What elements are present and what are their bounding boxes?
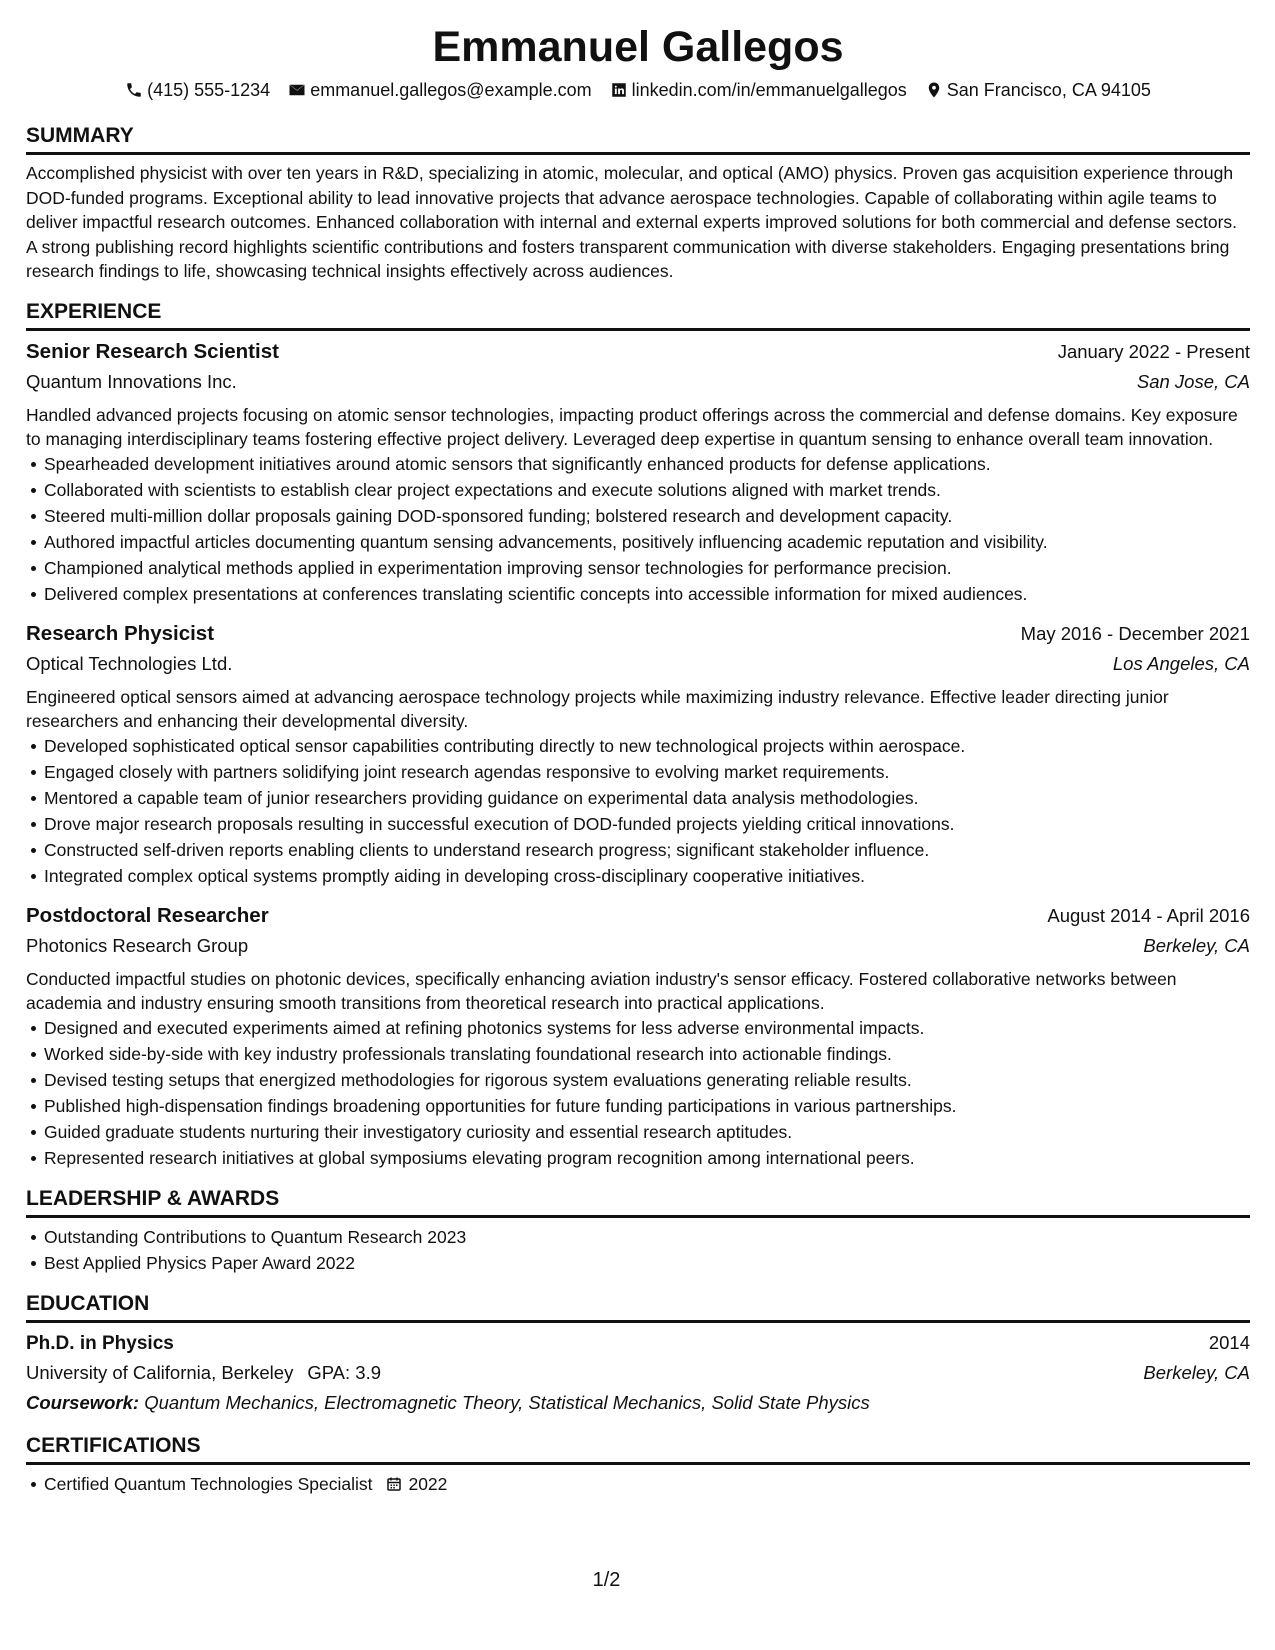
school-location: Berkeley, CA [1143,1361,1250,1383]
contact-phone[interactable] [125,78,270,102]
list-item: Drove major research proposals resulting in successful execution of DOD-funded projects yielding critical innovations. [44,811,1250,837]
school-line [26,1358,381,1388]
contact-location [925,78,1151,102]
experience-heading: EXPERIENCE [26,298,1250,331]
awards-heading: LEADERSHIP & AWARDS [26,1185,1250,1218]
list-item: Designed and executed experiments aimed at refining photonics systems for less adverse environmental impacts. [44,1015,1250,1041]
job-company: Quantum Innovations Inc. [26,370,237,392]
list-item: Outstanding Contributions to Quantum Research 2023 [44,1224,1250,1250]
phone-text: (415) 555-1234 [147,80,271,100]
certifications-heading: CERTIFICATIONS [26,1432,1250,1465]
job-title: Postdoctoral Researcher [26,903,269,927]
contact-bar [26,78,1250,102]
job-entry [26,337,1250,607]
job-summary: Handled advanced projects focusing on atomic sensor technologies, impacting product offerings across the commercial and defense domains. Key exposure to managing interdisciplinary teams fostering effective project delivery. Leveraged deep expertise in quantum sensing to enhance overall team innovation. [26,404,1238,449]
location-text: San Francisco, CA 94105 [946,80,1151,100]
contact-email[interactable] [288,78,591,102]
job-location: San Jose, CA [1136,370,1250,392]
list-item: Published high-dispensation findings broadening opportunities for future funding participations in various partnerships. [44,1093,1250,1119]
email-text: emmanuel.gallegos@example.com [310,80,592,100]
job-company: Photonics Research Group [26,934,249,956]
candidate-name: Emmanuel Gallegos [432,23,844,71]
education-heading: EDUCATION [26,1290,1250,1323]
graduation-year: 2014 [1208,1331,1250,1353]
job-dates: August 2014 - April 2016 [1047,904,1250,926]
linkedin-icon [610,81,628,99]
job-bullets [26,733,1250,889]
job-bullets [26,451,1250,607]
degree: Ph.D. in Physics [26,1332,174,1354]
list-item: Mentored a capable team of junior researchers providing guidance on experimental data analysis methodologies. [44,785,1250,811]
summary-section [26,122,1250,284]
map-pin-icon [925,81,943,99]
list-item: Championed analytical methods applied in experimentation improving sensor technologies for performance precision. [44,555,1250,581]
summary-heading: SUMMARY [26,122,1250,155]
list-item: Integrated complex optical systems promptly aiding in developing cross-disciplinary cooperative initiatives. [44,863,1250,889]
list-item: Best Applied Physics Paper Award 2022 [44,1250,1250,1276]
job-dates: January 2022 - Present [1057,340,1250,362]
job-location: Los Angeles, CA [1112,652,1250,674]
summary-text: Accomplished physicist with over ten years in R&D, specializing in atomic, molecular, and optical (AMO) physics. Proven gas acquisition experience through DOD-funded programs. Exceptional ability to lead innovative projects that advance aerospace technologies. Capable of collaborating within agile teams to deliver impactful research outcomes. Enhanced collaboration with internal and external experts improved solutions for both commercial and defense sectors. A strong publishing record highlights scientific contributions and fosters transparent communication with diverse stakeholders. Engaging presentations bring research findings to life, showcasing technical insights effectively across audiences. [26,163,1238,281]
job-entry [26,619,1250,889]
job-location: Berkeley, CA [1143,934,1250,956]
coursework [26,1388,1250,1418]
list-item: Worked side-by-side with key industry professionals translating foundational research into actionable findings. [44,1041,1250,1067]
job-summary: Engineered optical sensors aimed at advancing aerospace technology projects while maximizing industry relevance. Effective leader directing junior researchers and enhancing their developmental diversity. [26,686,1169,731]
school-name: University of California, Berkeley [26,1361,294,1383]
list-item: Developed sophisticated optical sensor capabilities contributing directly to new technological projects within aerospace. [44,733,1250,759]
list-item: Steered multi-million dollar proposals gaining DOD-sponsored funding; bolstered research and development capacity. [44,503,1250,529]
certification-name: Certified Quantum Technologies Specialist [44,1473,373,1494]
job-summary: Conducted impactful studies on photonic devices, specifically enhancing aviation industry's sensor efficacy. Fostered collaborative networks between academia and industry ensuring smooth transitions from theoretical research into practical applications. [26,968,1177,1013]
list-item: Spearheaded development initiatives around atomic sensors that significantly enhanced products for defense applications. [44,451,1250,477]
contact-linkedin[interactable] [610,78,907,102]
list-item: Guided graduate students nurturing their investigatory curiosity and essential research aptitudes. [44,1119,1250,1145]
job-title: Research Physicist [26,621,215,645]
certification-year: 2022 [408,1473,448,1494]
list-item: Collaborated with scientists to establish clear project expectations and execute solutions aligned with market trends. [44,477,1250,503]
coursework-label: Coursework: [26,1391,140,1413]
page-number: 1/2 [592,1569,621,1591]
linkedin-text: linkedin.com/in/emmanuelgallegos [631,80,907,100]
list-item: Devised testing setups that energized methodologies for rigorous system evaluations generating reliable results. [44,1067,1250,1093]
list-item: Constructed self-driven reports enabling clients to understand research progress; significant stakeholder influence. [44,837,1250,863]
job-company: Optical Technologies Ltd. [26,652,233,674]
list-item [44,1471,1250,1497]
list-item: Delivered complex presentations at conferences translating scientific concepts into accessible information for mixed audiences. [44,581,1250,607]
job-entry [26,901,1250,1171]
awards-list [26,1224,1250,1276]
calendar-icon [386,1476,402,1492]
awards-section [26,1185,1250,1276]
education-section [26,1290,1250,1418]
gpa: GPA: 3.9 [307,1361,382,1383]
certifications-list [26,1471,1250,1497]
list-item: Engaged closely with partners solidifying joint research agendas responsive to evolving market requirements. [44,759,1250,785]
envelope-icon [288,81,306,99]
job-dates: May 2016 - December 2021 [1020,622,1250,644]
list-item: Represented research initiatives at global symposiums elevating program recognition among international peers. [44,1145,1250,1171]
resume-page [26,18,1250,1497]
coursework-list: Quantum Mechanics, Electromagnetic Theory, Statistical Mechanics, Solid State Physics [144,1391,870,1413]
certifications-section [26,1432,1250,1497]
job-title: Senior Research Scientist [26,339,279,363]
phone-icon [125,81,143,99]
experience-section [26,298,1250,1171]
job-bullets [26,1015,1250,1171]
list-item: Authored impactful articles documenting quantum sensing advancements, positively influencing academic reputation and visibility. [44,529,1250,555]
